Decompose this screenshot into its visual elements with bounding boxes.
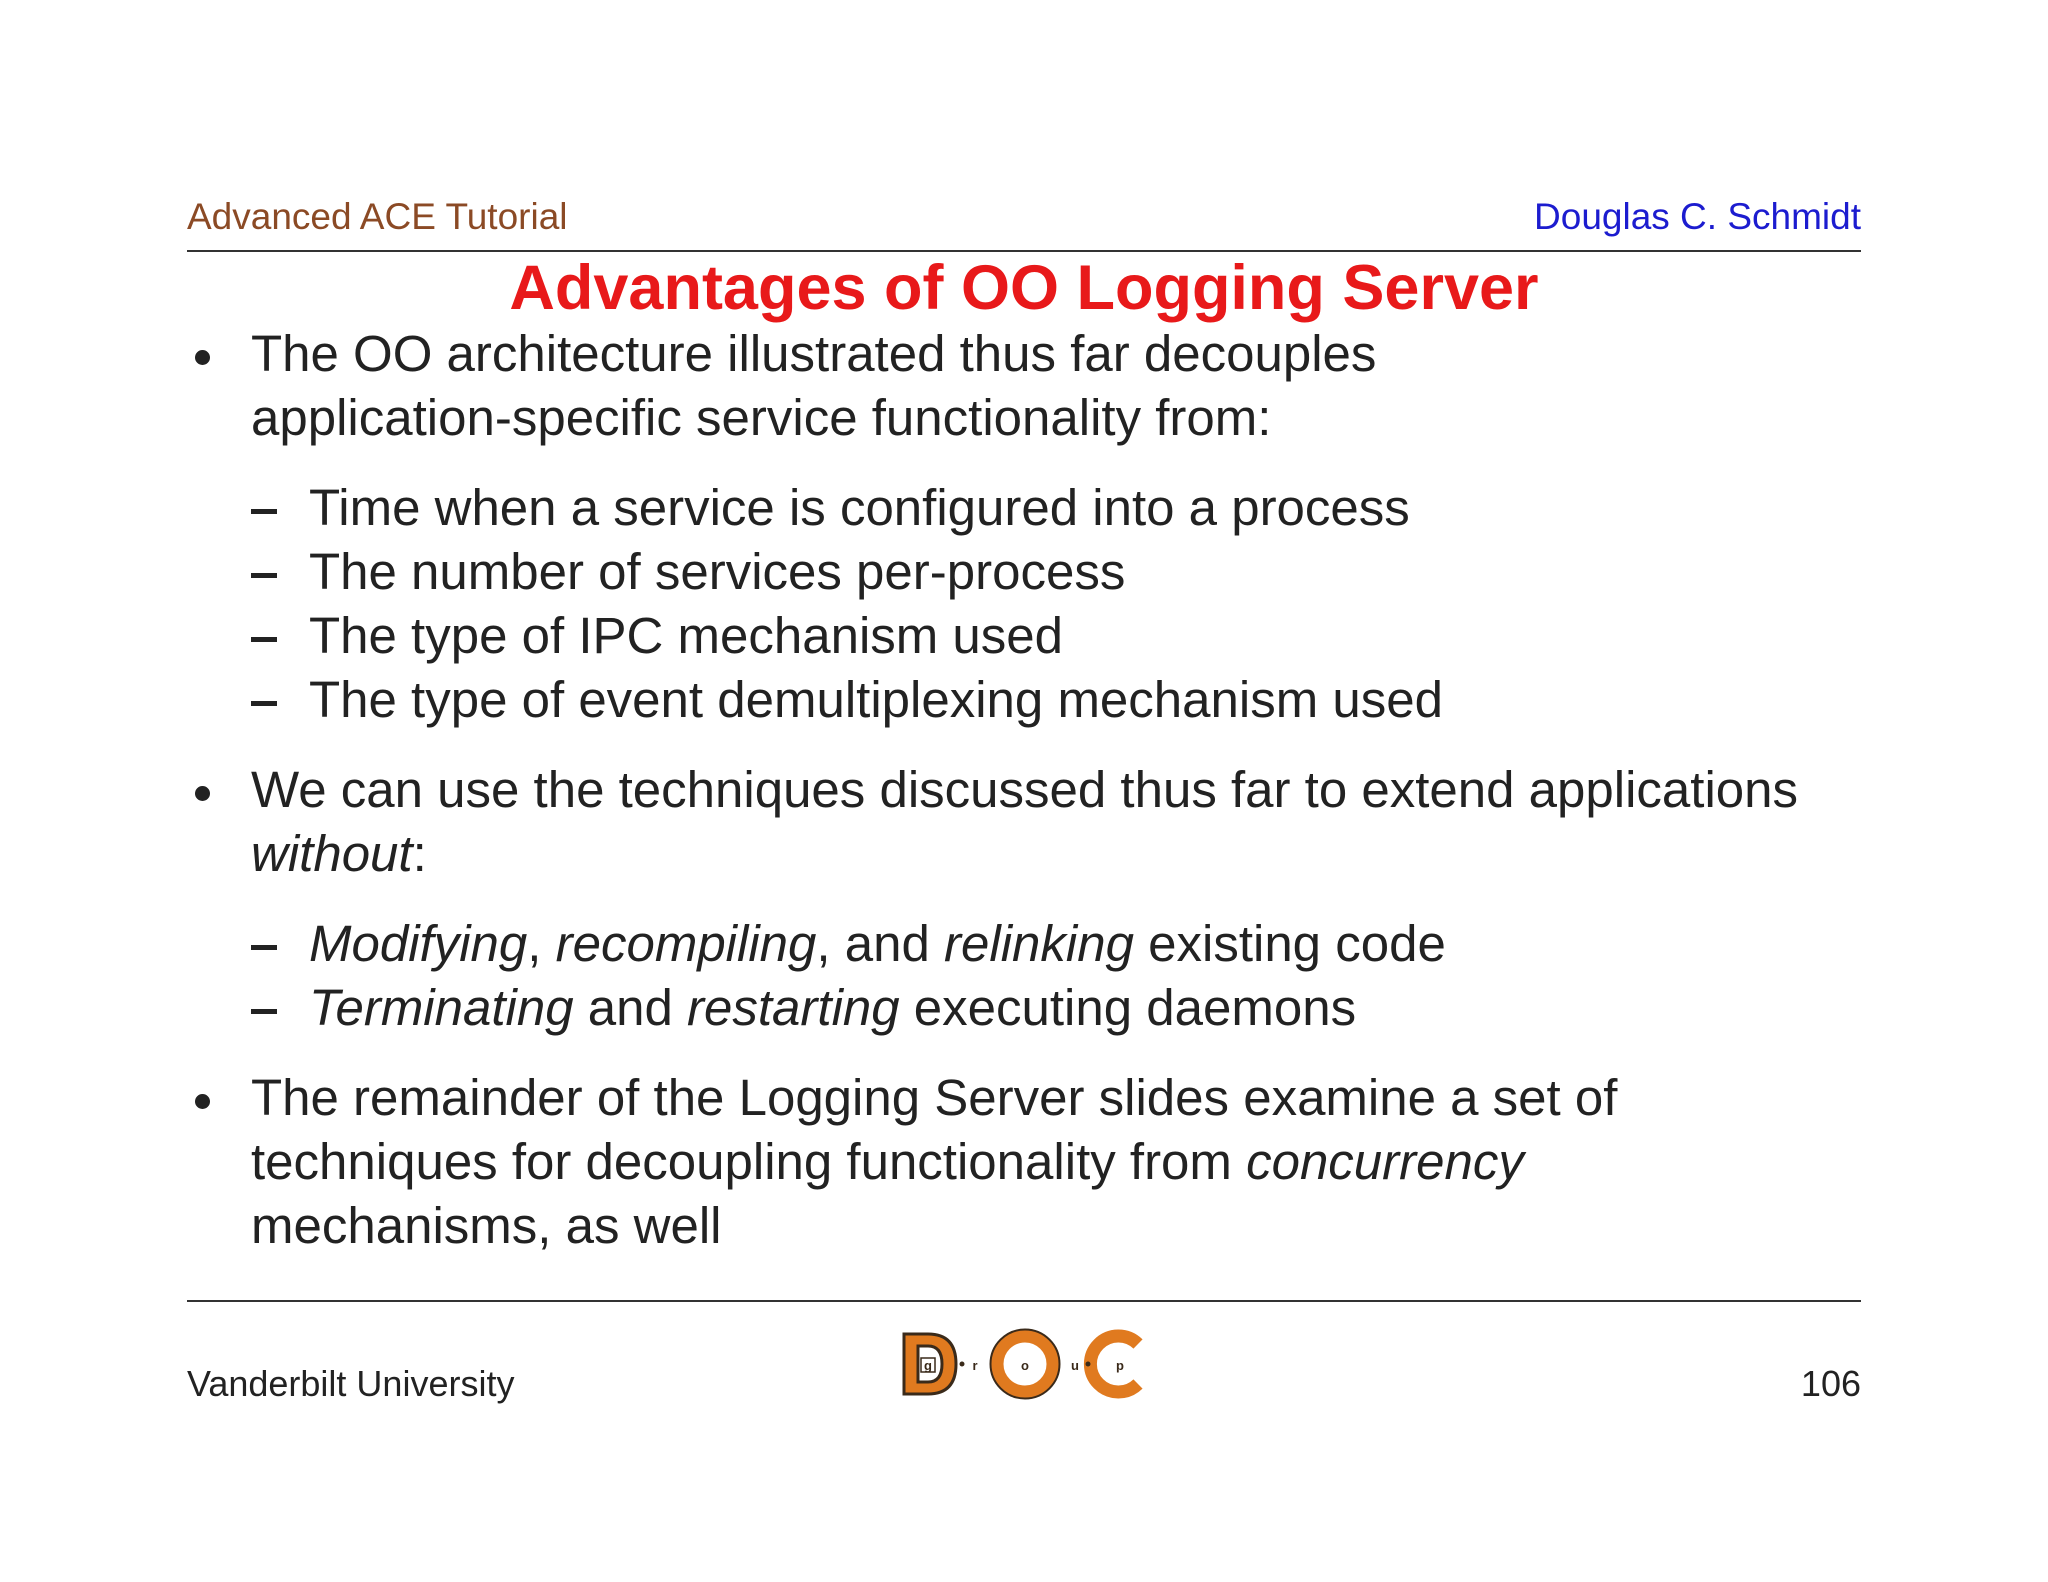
sub-list xyxy=(251,476,1887,732)
footer-divider xyxy=(187,1300,1861,1302)
emphasis-text: restarting xyxy=(687,979,900,1036)
logo-small-letter: o xyxy=(1021,1358,1029,1373)
header-course-title: Advanced ACE Tutorial xyxy=(187,196,568,237)
bullet-dot-icon xyxy=(195,786,210,801)
dash-icon xyxy=(251,573,277,578)
emphasis-text: concurrency xyxy=(1246,1133,1524,1190)
emphasis-text: recompiling xyxy=(555,915,817,972)
bullet-text: The remainder of the Logging Server slides examine a set of xyxy=(251,1069,1618,1126)
slide-title: Advantages of OO Logging Server xyxy=(509,253,1539,323)
emphasis-text: Modifying xyxy=(309,915,528,972)
sub-item-text: , and xyxy=(816,915,945,972)
logo-small-letter: u xyxy=(1071,1358,1079,1373)
header-author: Douglas C. Schmidt xyxy=(1534,196,1861,237)
bullet-text: The OO architecture illustrated thus far decouples xyxy=(251,325,1377,382)
sub-item-text: , xyxy=(527,915,556,972)
bullet-text xyxy=(251,1130,1887,1194)
sub-item xyxy=(251,604,1887,668)
page-number: 106 xyxy=(1800,1363,1861,1404)
emphasis-text: Terminating xyxy=(309,979,574,1036)
logo-small-letter: r xyxy=(972,1358,978,1373)
bullet-item xyxy=(187,1066,1887,1258)
sub-item-text: The number of services per-process xyxy=(309,543,1126,600)
dash-icon xyxy=(251,945,277,950)
sub-item-text: Time when a service is configured into a process xyxy=(309,479,1410,536)
sub-item-text: The type of IPC mechanism used xyxy=(309,607,1064,664)
sub-item-text: The type of event demultiplexing mechanism used xyxy=(309,671,1443,728)
dash-icon xyxy=(251,701,277,706)
bullet-text: mechanisms, as well xyxy=(251,1197,722,1254)
bullet-dot-icon xyxy=(195,350,210,365)
logo-small-letter: g xyxy=(924,1358,932,1373)
sub-item xyxy=(251,912,1887,976)
bullet-text-part: techniques for decoupling functionality from xyxy=(251,1133,1247,1190)
sub-item xyxy=(251,976,1887,1040)
bullet-item xyxy=(187,322,1887,450)
logo-letter-c xyxy=(1090,1336,1138,1392)
emphasis-text: without xyxy=(251,825,413,882)
bullet-item xyxy=(187,758,1887,886)
slide-body xyxy=(187,322,1887,1258)
sub-item xyxy=(251,476,1887,540)
dash-icon xyxy=(251,509,277,514)
bullet-text xyxy=(251,822,1887,886)
sub-item xyxy=(251,668,1887,732)
sub-item-text: existing code xyxy=(1133,915,1446,972)
dash-icon xyxy=(251,1009,277,1014)
dash-icon xyxy=(251,637,277,642)
bullet-text-tail: : xyxy=(412,825,427,882)
doc-group-logo-icon xyxy=(900,1326,1150,1402)
sub-item xyxy=(251,540,1887,604)
sub-list xyxy=(251,912,1887,1040)
bullet-dot-icon xyxy=(195,1094,210,1109)
sub-item-text: and xyxy=(573,979,688,1036)
emphasis-text: relinking xyxy=(944,915,1134,972)
logo-small-letter: p xyxy=(1116,1358,1124,1373)
footer-institution: Vanderbilt University xyxy=(187,1363,515,1404)
bullet-text: We can use the techniques discussed thus far to extend applications xyxy=(251,761,1799,818)
bullet-text: application-specific service functionality from: xyxy=(251,389,1272,446)
sub-item-text: executing daemons xyxy=(899,979,1357,1036)
